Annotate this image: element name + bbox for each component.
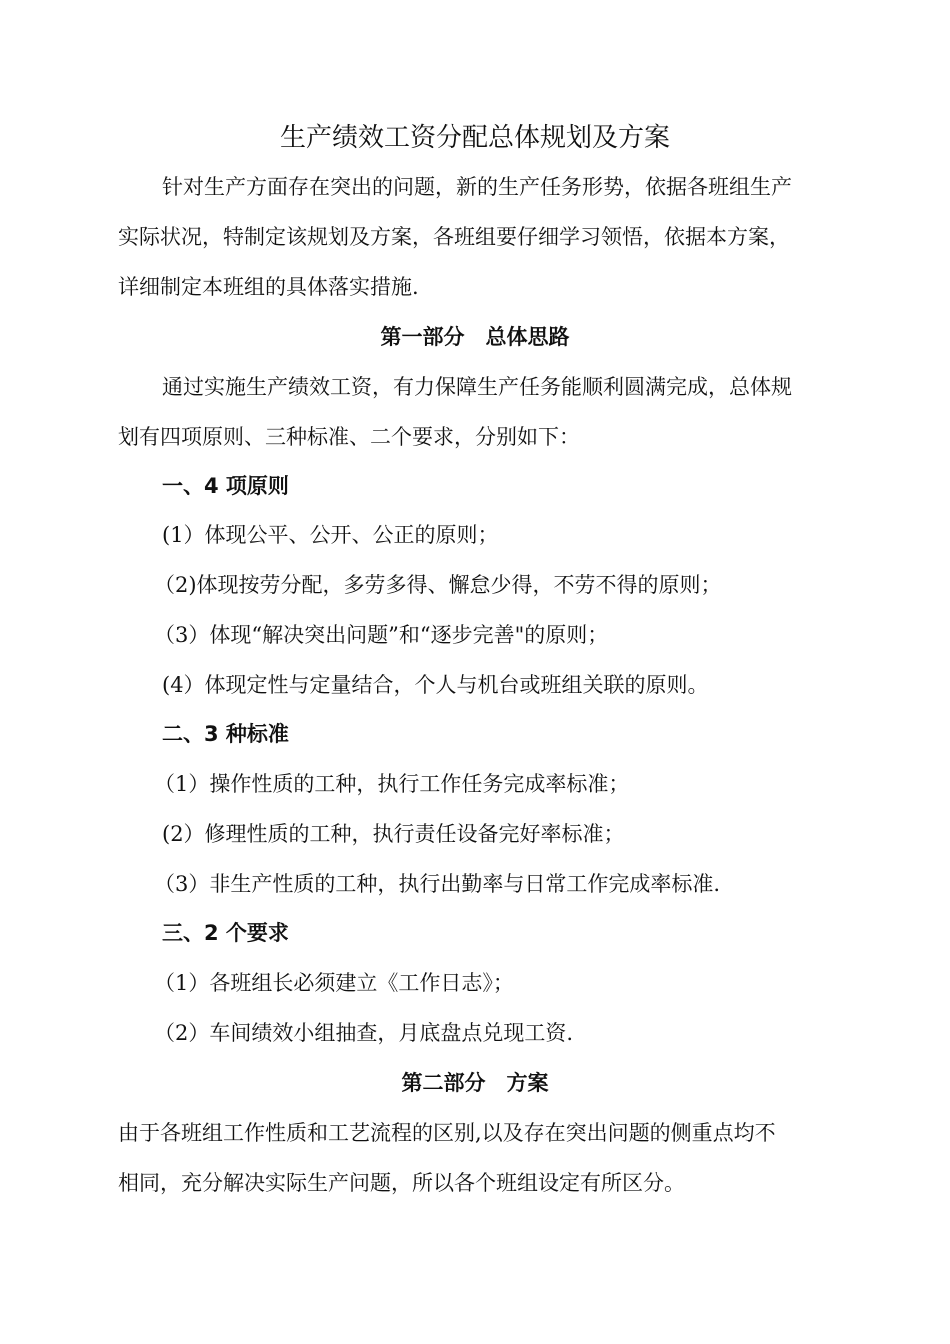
part2-para-line-1: 由于各班组工作性质和工艺流程的区别,以及存在突出问题的侧重点均不	[118, 1121, 776, 1145]
part2-para-line-2: 相同，充分解决实际生产问题，所以各个班组设定有所区分。	[118, 1171, 685, 1195]
document-title: 生产绩效工资分配总体规划及方案	[279, 123, 670, 153]
principle-item: （2)体现按劳分配，多劳多得、懈怠少得，不劳不得的原则；	[154, 573, 722, 597]
part1-heading: 第一部分 总体思路	[380, 325, 570, 349]
standard-item: （1）操作性质的工种，执行工作任务完成率标准；	[154, 772, 630, 796]
intro-line-1: 针对生产方面存在突出的问题，新的生产任务形势，依据各班组生产	[162, 175, 792, 199]
intro-line-2: 实际状况，特制定该规划及方案，各班组要仔细学习领悟，依据本方案，	[118, 225, 790, 249]
requirements-heading: 三、2 个要求	[162, 921, 289, 945]
intro-line-3: 详细制定本班组的具体落实措施.	[118, 275, 419, 299]
part2-heading: 第二部分 方案	[401, 1071, 549, 1095]
standard-item: （3）非生产性质的工种，执行出勤率与日常工作完成率标准.	[154, 872, 721, 896]
standards-heading: 二、3 种标准	[162, 722, 289, 746]
standard-item: (2）修理性质的工种，执行责任设备完好率标准；	[162, 822, 625, 846]
part1-para-line-2: 划有四项原则、三种标准、二个要求，分别如下：	[118, 425, 580, 449]
principles-heading: 一、4 项原则	[162, 474, 289, 498]
principle-item: （3）体现“解决突出问题”和“逐步完善"的原则；	[154, 623, 609, 647]
principle-item: (1）体现公平、公开、公正的原则；	[162, 523, 499, 547]
requirement-item: （1）各班组长必须建立《工作日志》；	[154, 971, 514, 995]
requirement-item: （2）车间绩效小组抽查，月底盘点兑现工资.	[154, 1021, 574, 1045]
principle-item: (4）体现定性与定量结合，个人与机台或班组关联的原则。	[162, 673, 709, 697]
part1-para-line-1: 通过实施生产绩效工资，有力保障生产任务能顺利圆满完成，总体规	[162, 375, 792, 399]
